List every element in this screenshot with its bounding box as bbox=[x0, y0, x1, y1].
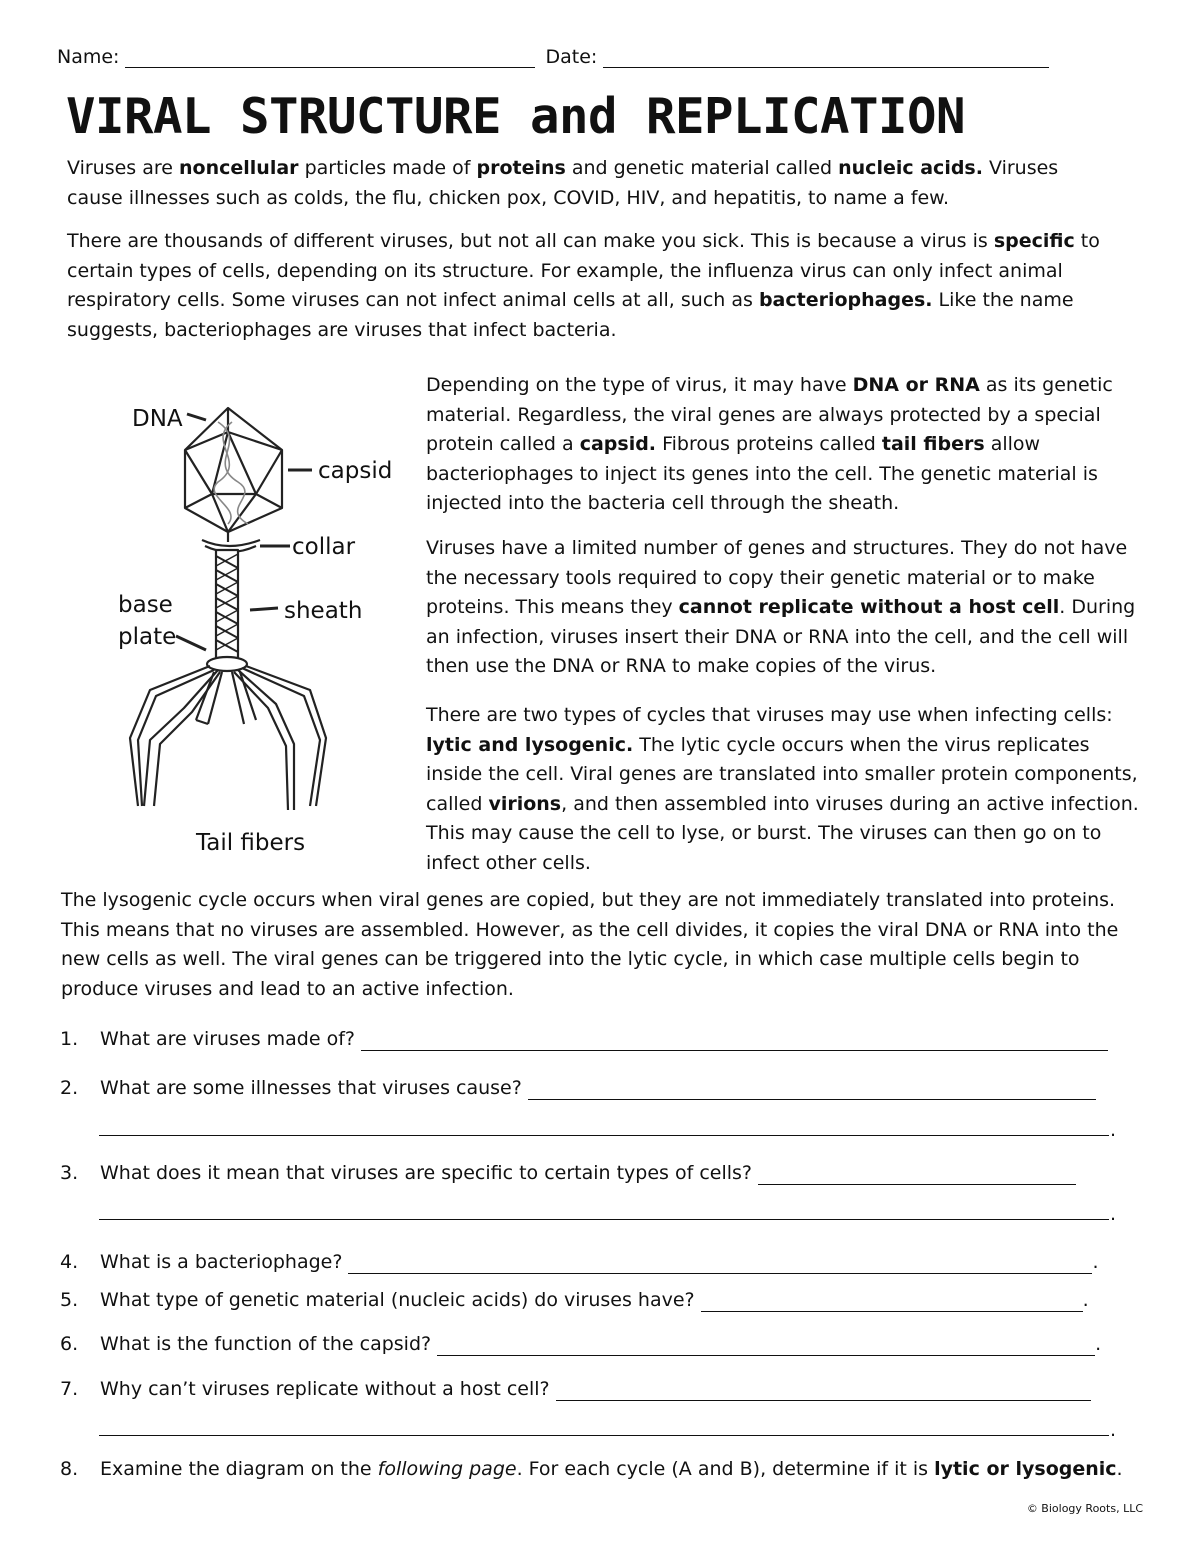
base-plate-shape bbox=[207, 657, 247, 671]
name-field[interactable] bbox=[125, 49, 535, 68]
answer-7-line-cont[interactable] bbox=[99, 1415, 1109, 1436]
intro-paragraph-2 bbox=[67, 227, 1127, 345]
answer-1-line[interactable] bbox=[361, 1030, 1108, 1051]
question-1-text: What are viruses made of? bbox=[100, 1028, 355, 1050]
bold-term: tail fibers bbox=[881, 433, 985, 455]
text-run: . bbox=[1116, 1458, 1123, 1480]
italic-text: following page bbox=[377, 1458, 517, 1480]
question-8-text bbox=[100, 1457, 1123, 1481]
bold-term: noncellular bbox=[179, 157, 299, 179]
bold-term: proteins bbox=[476, 157, 566, 179]
tail-fibers-label: Tail fibers bbox=[196, 830, 306, 856]
question-4: 4. What is a bacteriophage? . bbox=[60, 1251, 1099, 1273]
bold-term: lytic and lysogenic. bbox=[426, 733, 634, 756]
capsid-label: capsid bbox=[318, 458, 393, 484]
answer-6-line[interactable] bbox=[437, 1335, 1095, 1356]
dna-label: DNA bbox=[132, 406, 183, 432]
question-7-text: Why can’t viruses replicate without a host cell? bbox=[100, 1378, 550, 1400]
date-field[interactable] bbox=[603, 49, 1049, 68]
question-8: 8. Examine the diagram on the following page. For each cycle (A and B), determine if it is lytic or lysogenic. bbox=[60, 1458, 1123, 1480]
capsid-shape bbox=[185, 408, 282, 532]
question-1: 1. What are viruses made of? bbox=[60, 1027, 1108, 1051]
bold-term: cannot replicate without a host cell bbox=[678, 596, 1060, 618]
text-run: particles made of bbox=[298, 157, 477, 179]
text-run: Viruses have a limited number of genes and structures. They do not have the necessary tools required to copy their genetic material or to make proteins. This means they bbox=[426, 537, 1128, 618]
question-4-text: What is a bacteriophage? bbox=[100, 1251, 343, 1273]
base-label: base bbox=[118, 592, 173, 618]
sheath-label: sheath bbox=[284, 598, 363, 624]
text-run: The lysogenic cycle occurs when viral genes are copied, but they are not immediately translated into proteins. This means that no viruses are assembled. However, as the cell divides, it copies the viral DNA or RNA into the new cells as well. The viral genes can be triggered into the lytic cycle, in which case multiple cells begin to produce viruses and lead to an active infection. bbox=[61, 889, 1119, 1000]
answer-3-line[interactable] bbox=[758, 1164, 1076, 1185]
text-run: There are thousands of different viruses, but not all can make you sick. This is because a virus is bbox=[67, 230, 994, 252]
text-run: The lytic cycle occurs when the virus replicates inside the cell. Viral genes are translated into smaller protein components, called bbox=[426, 733, 1138, 815]
bold-term: virions bbox=[488, 792, 562, 815]
page-title: VIRAL STRUCTURE and REPLICATION bbox=[66, 88, 966, 145]
lysogenic-paragraph bbox=[61, 886, 1141, 1004]
text-run: Viruses cause illnesses such as colds, the flu, chicken pox, COVID, HIV, and hepatitis, to name a few. bbox=[67, 157, 1059, 209]
answer-2-line[interactable] bbox=[528, 1079, 1096, 1100]
collar-label: collar bbox=[292, 534, 356, 560]
tail-fibers-shape bbox=[130, 666, 326, 810]
text-run: as its genetic material. Regardless, the viral genes are always protected by a special protein called a bbox=[426, 374, 1113, 455]
text-run: allow bacteriophages to inject its genes into the cell. The genetic material is injected into the bacteria cell through the sheath. bbox=[426, 433, 1098, 514]
bold-term: lytic or lysogenic bbox=[934, 1458, 1117, 1480]
question-6-text: What is the function of the capsid? bbox=[100, 1333, 432, 1355]
text-run: . During an infection, viruses insert their DNA or RNA into the cell, and the cell will then use the DNA or RNA to make copies of the virus. bbox=[426, 596, 1136, 677]
text-run: Like the name suggests, bacteriophages are viruses that infect bacteria. bbox=[67, 289, 1074, 341]
question-3: 3. What does it mean that viruses are specific to certain types of cells? bbox=[60, 1161, 1076, 1185]
copyright-credit: © Biology Roots, LLC bbox=[1026, 1502, 1143, 1515]
name-date-row bbox=[57, 46, 1049, 68]
bold-term: bacteriophages. bbox=[758, 289, 933, 311]
right-paragraph-3 bbox=[426, 701, 1146, 878]
text-run: Examine the diagram on the bbox=[100, 1458, 378, 1480]
question-3-text: What does it mean that viruses are specific to certain types of cells? bbox=[100, 1162, 753, 1184]
text-run: Depending on the type of virus, it may have bbox=[426, 374, 853, 396]
plate-label: plate bbox=[118, 624, 177, 650]
text-run: . For each cycle (A and B), determine if it is bbox=[516, 1458, 935, 1480]
name-label: Name: bbox=[57, 46, 120, 68]
right-paragraph-1 bbox=[426, 371, 1146, 519]
bold-term: nucleic acids. bbox=[838, 157, 983, 179]
question-2-text: What are some illnesses that viruses cause? bbox=[100, 1077, 522, 1099]
question-2: 2. What are some illnesses that viruses cause? bbox=[60, 1076, 1096, 1100]
question-5: 5. What type of genetic material (nucleic acids) do viruses have? . bbox=[60, 1289, 1089, 1311]
question-5-text: What type of genetic material (nucleic acids) do viruses have? bbox=[100, 1289, 695, 1311]
text-run: There are two types of cycles that viruses may use when infecting cells: bbox=[426, 704, 1113, 726]
collar-shape bbox=[202, 540, 260, 546]
bold-term: specific bbox=[993, 230, 1075, 252]
bacteriophage-diagram bbox=[110, 390, 405, 860]
right-paragraph-2 bbox=[426, 534, 1146, 682]
answer-5-line[interactable] bbox=[701, 1291, 1083, 1312]
answer-2-line-cont[interactable] bbox=[99, 1115, 1109, 1136]
question-6: 6. What is the function of the capsid? . bbox=[60, 1333, 1102, 1355]
date-label: Date: bbox=[545, 46, 598, 68]
bold-term: capsid. bbox=[579, 433, 657, 455]
question-7: 7. Why can’t viruses replicate without a host cell? bbox=[60, 1377, 1091, 1401]
answer-4-line[interactable] bbox=[348, 1253, 1092, 1274]
text-run: Fibrous proteins called bbox=[656, 433, 882, 455]
answer-3-line-cont[interactable] bbox=[99, 1199, 1109, 1220]
text-run: , and then assembled into viruses during an active infection. This may cause the cell to lyse, or burst. The viruses can then go on to infect other cells. bbox=[426, 792, 1139, 874]
intro-paragraph-1 bbox=[67, 154, 1097, 213]
text-run: Viruses are bbox=[67, 157, 180, 179]
bold-term: DNA or RNA bbox=[852, 374, 980, 396]
answer-7-line[interactable] bbox=[556, 1380, 1091, 1401]
text-run: and genetic material called bbox=[565, 157, 839, 179]
text-run: to certain types of cells, depending on its structure. For example, the influenza virus can only infect animal respiratory cells. Some viruses can not infect animal cells at all, such as bbox=[67, 230, 1100, 311]
